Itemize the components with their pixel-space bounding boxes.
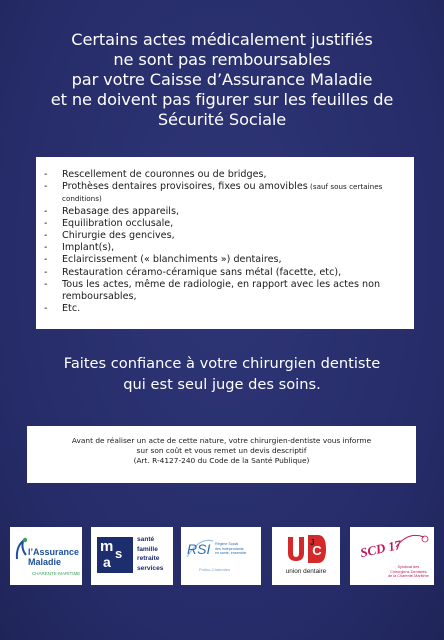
rsi-subtitle-line: Régime Social: [215, 542, 239, 546]
legal-note-line: Avant de réaliser un acte de cette nature, votre chirurgien-dentiste vous informe: [71, 436, 372, 445]
headline-line: par votre Caisse d’Assurance Maladie: [71, 70, 373, 89]
list-item: [44, 254, 404, 266]
headline-line: ne sont pas remboursables: [113, 50, 331, 69]
rsi-subtitle-line: des Indépendants: [215, 546, 244, 551]
list-item-text: Prothèses dentaires provisoires, fixes ou amovibles: [62, 181, 308, 193]
msa-word: famille: [137, 545, 158, 553]
bullet-dash: -: [44, 254, 48, 266]
svg-text:J: J: [310, 538, 315, 547]
list-item-continuation: [44, 193, 404, 205]
headline: [14, 30, 430, 130]
bullet-dash: -: [44, 181, 48, 193]
bullet-dash: -: [44, 230, 48, 242]
trust-line: Faites confiance à votre chirurgien dentiste: [63, 355, 381, 372]
legal-note-line: (Art. R-4127-240 du Code de la Santé Publique): [133, 456, 310, 465]
scd17-mark: SCD 17: [358, 536, 403, 561]
list-item: [44, 267, 404, 279]
msa-word: retraite: [137, 555, 160, 562]
assurance-maladie-name: [28, 547, 79, 567]
svg-text:C: C: [312, 543, 322, 558]
list-item: [44, 242, 404, 254]
bullet-dash: -: [44, 278, 48, 290]
bullet-dash: -: [44, 242, 48, 254]
scd17-subtitle-line: Syndicat des: [397, 565, 420, 569]
union-dentaire-name: union dentaire: [285, 568, 327, 575]
trust-message: [14, 353, 430, 395]
rsi-region: Poitou-Charentes: [199, 567, 231, 572]
bullet-dash: -: [44, 205, 48, 217]
list-item-text: remboursables,: [62, 291, 137, 303]
list-item: [44, 169, 404, 181]
msa-mark-icon: m s a: [97, 537, 133, 573]
msa-word: santé: [137, 536, 155, 543]
rsi-subtitle-line: en santé, ensemble: [215, 551, 247, 555]
msa-word: services: [137, 564, 164, 572]
legal-note-panel: [27, 426, 416, 483]
legal-note-line: sur son coût et vous remet un devis descriptif: [136, 446, 307, 455]
list-item: [44, 279, 404, 291]
scd17-logo: [350, 527, 434, 585]
partner-logos: [10, 527, 434, 587]
msa-tagline: [137, 535, 163, 573]
list-item-note: (sauf sous certaines: [307, 182, 383, 192]
list-item-text: Implant(s),: [62, 242, 115, 254]
rsi-logo: [181, 527, 261, 585]
list-item-text: Rebasage des appareils,: [62, 205, 180, 217]
list-item: [44, 181, 404, 193]
assurance-maladie-line: l’Assurance: [28, 547, 80, 557]
assurance-maladie-region: CHARENTE-MARITIME: [32, 571, 81, 576]
list-item-text: Equilibration occlusale,: [62, 217, 174, 229]
list-item-text: Eclaircissement (« blanchiments ») dentaires,: [62, 254, 282, 266]
list-item-text: Rescellement de couronnes ou de bridges,: [62, 169, 267, 180]
msa-logo: [91, 527, 173, 585]
scd17-subtitle-line: de la Charente-Maritime: [388, 574, 429, 579]
scd17-subtitle-line: Chirurgiens-Dentistes: [390, 569, 427, 574]
non-reimbursable-list: [44, 169, 404, 315]
assurance-maladie-line: Maladie: [28, 557, 62, 567]
non-reimbursable-list-panel: [36, 157, 414, 329]
list-item: [44, 218, 404, 230]
bullet-dash: -: [44, 217, 48, 229]
trust-line: qui est seul juge des soins.: [123, 376, 321, 393]
union-dentaire-mark-icon: [284, 533, 328, 565]
bullet-dash: -: [44, 169, 48, 180]
rsi-mark: RSI: [187, 541, 211, 557]
rsi-subtitle: [215, 542, 246, 556]
list-item-note: conditions): [62, 194, 102, 204]
headline-line: Certains actes médicalement justifiés: [71, 30, 373, 49]
headline-line: et ne doivent pas figurer sur les feuilles de: [50, 90, 394, 109]
list-item-text: Chirurgie des gencives,: [62, 230, 175, 242]
list-item: [44, 230, 404, 242]
bullet-dash: -: [44, 303, 48, 315]
list-item-continuation: [44, 291, 404, 303]
headline-line: Sécurité Sociale: [157, 110, 287, 129]
assurance-maladie-logo: [10, 527, 82, 585]
list-item: [44, 206, 404, 218]
list-item: [44, 303, 404, 315]
bullet-dash: -: [44, 266, 48, 278]
list-item-text: Restauration céramo-céramique sans métal (facette, etc),: [62, 266, 342, 278]
list-item-text: Tous les actes, même de radiologie, en rapport avec les actes non: [62, 278, 381, 290]
union-dentaire-logo: [272, 527, 340, 585]
scd17-subtitle: [388, 565, 429, 579]
list-item-text: Etc.: [62, 303, 81, 315]
